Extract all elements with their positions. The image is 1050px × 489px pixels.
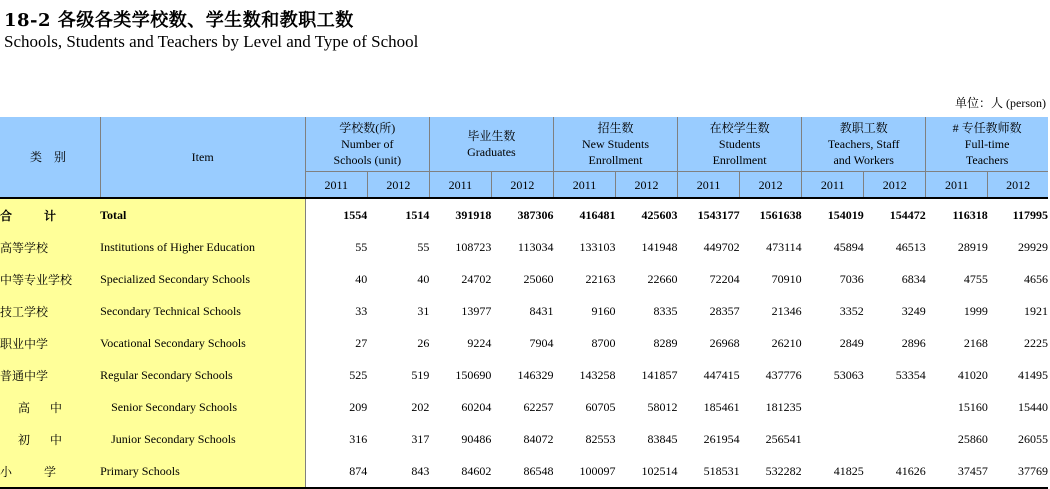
- cell: 26055: [1018, 431, 1048, 446]
- cell: 437776: [765, 367, 802, 382]
- cell: 1999: [963, 303, 988, 318]
- cell: 108723: [455, 239, 492, 254]
- row-label-en: Total: [100, 198, 305, 231]
- header-year: 2011: [305, 172, 367, 199]
- statistics-table: [0, 117, 1048, 489]
- cell: 3352: [839, 303, 864, 318]
- cell: 37769: [988, 455, 1048, 488]
- cell: 2896: [901, 335, 926, 350]
- table-row: [0, 263, 1048, 295]
- cell: 28919: [957, 239, 988, 254]
- cell: 60204: [461, 399, 492, 414]
- cell: 8335: [653, 303, 678, 318]
- cell: 2849: [839, 335, 864, 350]
- cell: 25060: [523, 271, 554, 286]
- header-group-fulltime-teachers: # 专任教师数 Full-time Teachers: [926, 117, 1048, 172]
- header-category-cn: 类 别: [0, 117, 100, 198]
- page-title-en: Schools, Students and Teachers by Level and Type of School: [4, 32, 419, 51]
- cell: 202: [411, 399, 430, 414]
- cell: 31: [417, 303, 430, 318]
- cell: 46513: [895, 239, 926, 254]
- row-label-en: Senior Secondary Schools: [100, 391, 305, 423]
- cell: 416481: [579, 207, 616, 222]
- cell: 53063: [833, 367, 864, 382]
- row-label-en: Regular Secondary Schools: [100, 359, 305, 391]
- header-year: 2011: [553, 172, 615, 199]
- header-year: 2011: [429, 172, 491, 199]
- cell: 6834: [901, 271, 926, 286]
- header-group-schools: 学校数(所) Number of Schools (unit): [305, 117, 429, 172]
- header-year: 2012: [367, 172, 429, 199]
- cell: 133103: [579, 239, 616, 254]
- cell: 28357: [709, 303, 740, 318]
- cell: 146329: [517, 367, 554, 382]
- row-label-en: Vocational Secondary Schools: [100, 327, 305, 359]
- cell: 13977: [461, 303, 492, 318]
- header-year: 2012: [616, 172, 678, 199]
- row-label-cn: 合 计: [0, 198, 100, 231]
- cell: 55: [355, 239, 368, 254]
- cell: 256541: [765, 431, 802, 446]
- cell: 473114: [766, 239, 802, 254]
- cell: 117995: [1012, 207, 1048, 222]
- cell: 113034: [517, 239, 554, 254]
- cell: 185461: [703, 399, 740, 414]
- cell: 53354: [895, 367, 926, 382]
- cell: 143258: [579, 367, 616, 382]
- row-label-en: Institutions of Higher Education: [100, 231, 305, 263]
- table-row-total: [0, 198, 1048, 231]
- cell: 15440: [1018, 399, 1048, 414]
- cell: 150690: [455, 367, 492, 382]
- cell: 82553: [585, 431, 616, 446]
- cell: 7036: [839, 271, 864, 286]
- cell: 70910: [771, 271, 802, 286]
- table-row: [0, 231, 1048, 263]
- row-label-cn: 高 中: [0, 391, 100, 423]
- cell: 84602: [429, 455, 491, 488]
- cell: 25860: [957, 431, 988, 446]
- row-label-cn: 职业中学: [0, 327, 100, 359]
- cell: 387306: [517, 207, 554, 222]
- unit-label: 单位：人 (person): [955, 96, 1046, 110]
- header-group-staff: 教职工数 Teachers, Staff and Workers: [802, 117, 926, 172]
- cell: 90486: [461, 431, 492, 446]
- row-label-en: Specialized Secondary Schools: [100, 263, 305, 295]
- table-row: [0, 391, 1048, 423]
- cell: 532282: [740, 455, 802, 488]
- row-label-en: Primary Schools: [100, 455, 305, 488]
- page-title-cn: 18-2 各级各类学校数、学生数和教职工数: [4, 10, 354, 31]
- cell: 3249: [901, 303, 926, 318]
- cell: 84072: [523, 431, 554, 446]
- row-label-cn: 中等专业学校: [0, 263, 100, 295]
- cell: 425603: [641, 207, 678, 222]
- cell: 8289: [653, 335, 678, 350]
- cell: 141948: [641, 239, 678, 254]
- cell: 22660: [647, 271, 678, 286]
- cell: 316: [349, 431, 368, 446]
- cell: 391918: [455, 207, 492, 222]
- cell: 116318: [952, 207, 988, 222]
- cell: 7904: [529, 335, 554, 350]
- cell: 72204: [709, 271, 740, 286]
- cell: 55: [417, 239, 430, 254]
- cell: 41020: [957, 367, 988, 382]
- cell: 518531: [678, 455, 740, 488]
- cell: 874: [305, 455, 367, 488]
- cell: [802, 391, 864, 423]
- cell: 154019: [827, 207, 864, 222]
- cell: 27: [355, 335, 368, 350]
- cell: [802, 423, 864, 455]
- cell: 1554: [343, 207, 368, 222]
- cell: 2225: [1024, 335, 1048, 350]
- header-group-enrollment: 在校学生数 Students Enrollment: [678, 117, 802, 172]
- header-year: 2012: [988, 172, 1048, 199]
- table-row: [0, 423, 1048, 455]
- row-label-en: Secondary Technical Schools: [100, 295, 305, 327]
- cell: 86548: [491, 455, 553, 488]
- cell: 33: [355, 303, 368, 318]
- cell: 22163: [585, 271, 616, 286]
- cell: 8700: [591, 335, 616, 350]
- cell: 40: [417, 271, 430, 286]
- cell: 37457: [926, 455, 988, 488]
- header-year: 2011: [926, 172, 988, 199]
- table-row: [0, 455, 1048, 488]
- header-year: 2011: [678, 172, 740, 199]
- cell: 843: [367, 455, 429, 488]
- cell: 26968: [709, 335, 740, 350]
- cell: 1514: [405, 207, 430, 222]
- cell: 45894: [833, 239, 864, 254]
- cell: 2168: [963, 335, 988, 350]
- cell: 21346: [771, 303, 802, 318]
- cell: [864, 423, 926, 455]
- row-label-cn: 小 学: [0, 455, 100, 488]
- cell: 317: [411, 431, 430, 446]
- row-label-cn: 高等学校: [0, 231, 100, 263]
- table-row: [0, 295, 1048, 327]
- cell: 62257: [523, 399, 554, 414]
- table-row: [0, 359, 1048, 391]
- cell: [864, 391, 926, 423]
- cell: 519: [411, 367, 430, 382]
- row-label-cn: 普通中学: [0, 359, 100, 391]
- header-item: Item: [100, 117, 305, 198]
- cell: 181235: [765, 399, 802, 414]
- cell: 41495: [1018, 367, 1048, 382]
- cell: 100097: [553, 455, 615, 488]
- cell: 102514: [616, 455, 678, 488]
- cell: 4755: [963, 271, 988, 286]
- cell: 4656: [1024, 271, 1048, 286]
- cell: 60705: [585, 399, 616, 414]
- header-year: 2011: [802, 172, 864, 199]
- cell: 141857: [641, 367, 678, 382]
- cell: 1921: [1024, 303, 1048, 318]
- cell: 261954: [703, 431, 740, 446]
- table-row: [0, 327, 1048, 359]
- cell: 41825: [802, 455, 864, 488]
- cell: 40: [355, 271, 368, 286]
- row-label-cn: 技工学校: [0, 295, 100, 327]
- cell: 8431: [529, 303, 554, 318]
- header-group-new-students: 招生数 New Students Enrollment: [553, 117, 677, 172]
- header-group-graduates: 毕业生数 Graduates: [429, 117, 553, 172]
- cell: 1543177: [697, 207, 740, 222]
- cell: 447415: [703, 367, 740, 382]
- cell: 26210: [771, 335, 802, 350]
- header-year: 2012: [491, 172, 553, 199]
- header-year: 2012: [864, 172, 926, 199]
- cell: 209: [349, 399, 368, 414]
- cell: 15160: [957, 399, 988, 414]
- cell: 24702: [461, 271, 492, 286]
- cell: 58012: [647, 399, 678, 414]
- cell: 525: [349, 367, 368, 382]
- header-year: 2012: [740, 172, 802, 199]
- row-label-cn: 初 中: [0, 423, 100, 455]
- cell: 9224: [467, 335, 492, 350]
- cell: 449702: [703, 239, 740, 254]
- row-label-en: Junior Secondary Schools: [100, 423, 305, 455]
- cell: 9160: [591, 303, 616, 318]
- cell: 41626: [864, 455, 926, 488]
- cell: 154472: [889, 207, 926, 222]
- cell: 1561638: [759, 207, 802, 222]
- cell: 29929: [1018, 239, 1048, 254]
- cell: 83845: [647, 431, 678, 446]
- cell: 26: [417, 335, 430, 350]
